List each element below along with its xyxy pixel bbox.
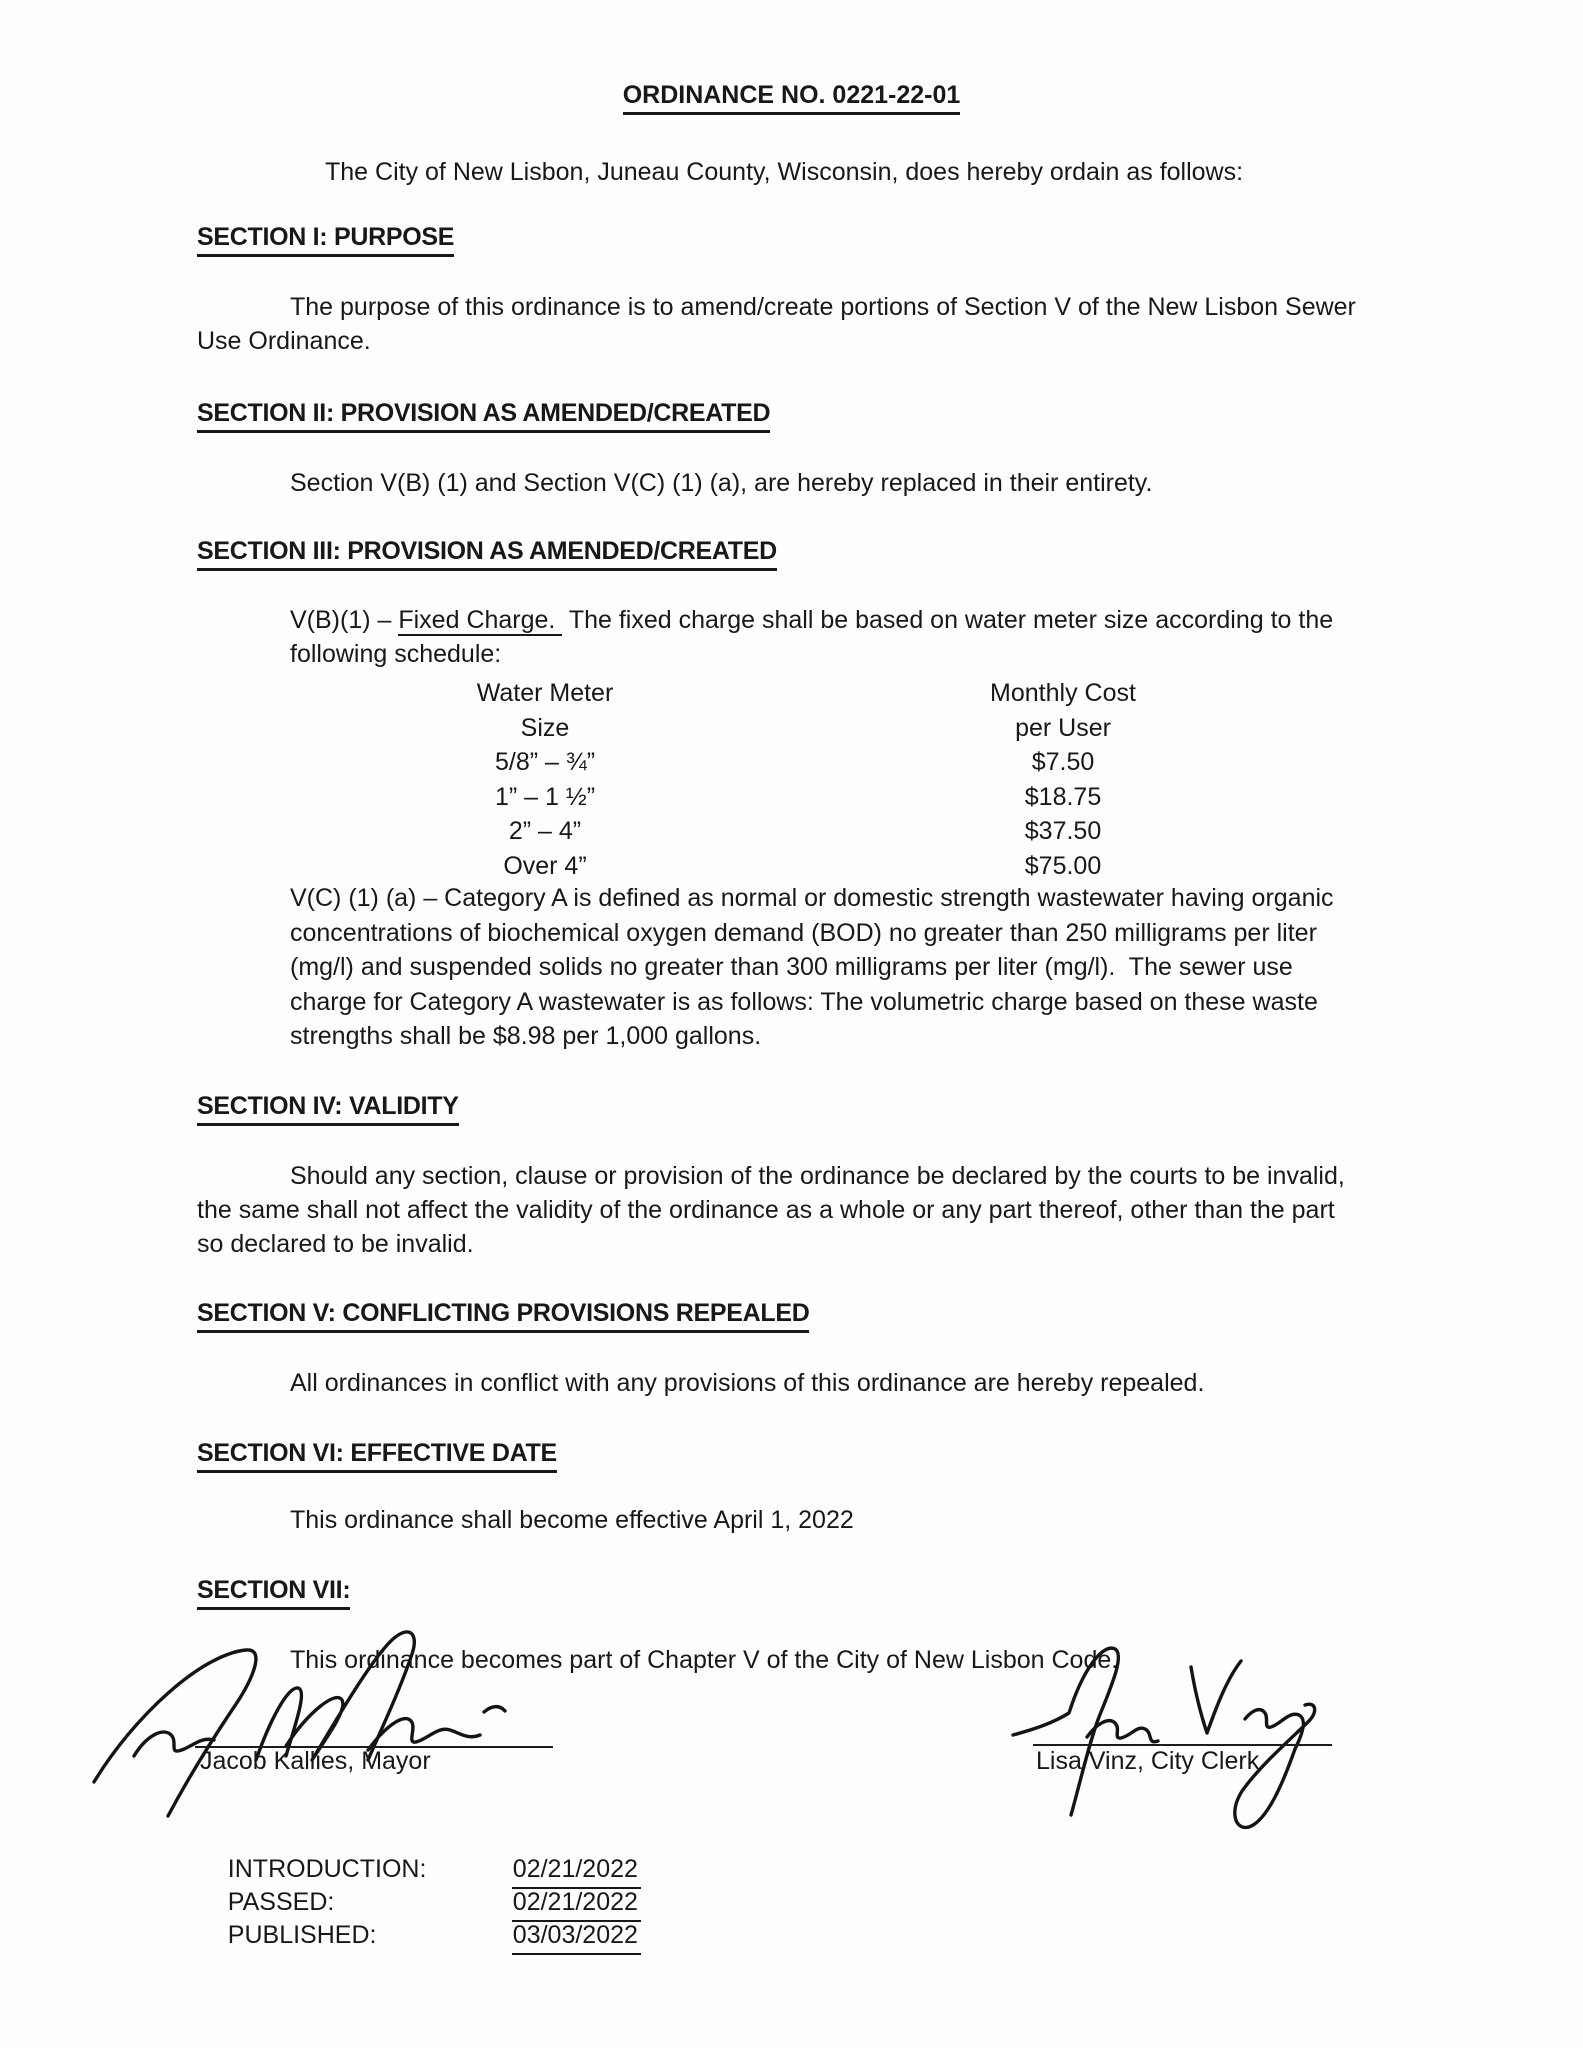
fee-table-row (0, 814, 1583, 849)
meter-size-cell: 1” – 1 ½” (494, 782, 596, 811)
section-4-line-2: the same shall not affect the validity of the ordinance as a whole or any part thereof, other than the part (197, 1196, 1335, 1224)
fee-table-row (0, 745, 1583, 780)
mayor-name-label: Jacob Kallies, Mayor (200, 1747, 431, 1775)
fixed-charge-line-2: following schedule: (290, 640, 502, 668)
section-4-line-3: so declared to be invalid. (197, 1230, 474, 1258)
meter-size-cell: 5/8” – ¾” (494, 748, 596, 777)
passed-label: PASSED: (227, 1888, 335, 1916)
section-1-line-2: Use Ordinance. (197, 327, 371, 355)
fee-col2-header-2: per User (1015, 713, 1111, 742)
category-a-line: V(C) (1) (a) – Category A is defined as normal or domestic strength wastewater having organic (290, 884, 1334, 912)
published-label: PUBLISHED: (227, 1921, 377, 1949)
monthly-cost-cell: $75.00 (1024, 851, 1102, 880)
section-7-heading: SECTION VII: (197, 1573, 350, 1610)
passed-date: 02/21/2022 (512, 1885, 641, 1922)
category-a-line: strengths shall be $8.98 per 1,000 gallons. (290, 1022, 762, 1051)
introduction-label: INTRODUCTION: (227, 1855, 427, 1883)
clerk-signature (995, 1635, 1335, 1835)
fee-schedule-table (0, 676, 1583, 884)
ordain-line: The City of New Lisbon, Juneau County, Wisconsin, does hereby ordain as follows: (325, 158, 1244, 186)
fixed-charge-line-1 (290, 603, 1333, 637)
ordinance-title (0, 78, 1583, 115)
fixed-charge-paragraph (290, 603, 1333, 671)
monthly-cost-cell: $7.50 (1031, 748, 1095, 777)
fee-table-row (0, 849, 1583, 884)
section-5-heading: SECTION V: CONFLICTING PROVISIONS REPEALED (197, 1296, 809, 1333)
section-2-heading: SECTION II: PROVISION AS AMENDED/CREATED (197, 396, 770, 433)
category-a-line: charge for Category A wastewater is as follows: The volumetric charge based on these waste (290, 987, 1318, 1016)
section-1-heading: SECTION I: PURPOSE (197, 220, 454, 257)
section-6-heading: SECTION VI: EFFECTIVE DATE (197, 1436, 557, 1473)
section-4-heading: SECTION IV: VALIDITY (197, 1089, 459, 1126)
category-a-line: (mg/l) and suspended solids no greater than 300 milligrams per liter (mg/l). The sewer use (290, 953, 1293, 982)
section-1-line-1: The purpose of this ordinance is to amend/create portions of Section V of the New Lisbon Sewer (290, 293, 1356, 321)
fixed-charge-prefix: V(B)(1) – (290, 606, 399, 634)
category-a-paragraph (290, 881, 1334, 1054)
section-7-line-1: This ordinance becomes part of Chapter V of the City of New Lisbon Code. (290, 1646, 1119, 1674)
fixed-charge-suffix: The fixed charge shall be based on water meter size according to the (562, 606, 1334, 634)
clerk-name-label: Lisa Vinz, City Clerk (1036, 1747, 1260, 1775)
meter-size-cell: Over 4” (503, 851, 587, 880)
mayor-signature (50, 1628, 590, 1823)
fee-table-row (0, 780, 1583, 815)
fixed-charge-underlined: Fixed Charge. (398, 606, 563, 634)
fee-table-header-row-2 (0, 711, 1583, 746)
category-a-line: concentrations of biochemical oxygen demand (BOD) no greater than 250 milligrams per liter (290, 918, 1317, 947)
section-1-paragraph (197, 290, 1356, 358)
fee-table-header-row-1 (0, 676, 1583, 711)
section-3-heading: SECTION III: PROVISION AS AMENDED/CREATED (197, 534, 777, 571)
fee-col1-header-2: Size (520, 713, 570, 742)
meter-size-cell: 2” – 4” (508, 817, 582, 846)
monthly-cost-cell: $18.75 (1024, 782, 1102, 811)
fee-col2-header-1: Monthly Cost (990, 679, 1136, 707)
ordinance-title-text: ORDINANCE NO. 0221-22-01 (623, 78, 961, 115)
published-date-row (200, 1884, 641, 1989)
section-4-line-1: Should any section, clause or provision of the ordinance be declared by the courts to be invalid, (290, 1162, 1345, 1190)
section-5-line-1: All ordinances in conflict with any provisions of this ordinance are hereby repealed. (290, 1369, 1205, 1397)
introduction-date: 02/21/2022 (512, 1852, 641, 1889)
section-2-line-1: Section V(B) (1) and Section V(C) (1) (a), are hereby replaced in their entirety. (290, 469, 1153, 497)
fee-col1-header-1: Water Meter (476, 679, 614, 707)
section-4-paragraph (197, 1159, 1345, 1261)
monthly-cost-cell: $37.50 (1024, 817, 1102, 846)
section-6-line-1: This ordinance shall become effective April 1, 2022 (290, 1506, 854, 1534)
published-date: 03/03/2022 (512, 1918, 641, 1955)
